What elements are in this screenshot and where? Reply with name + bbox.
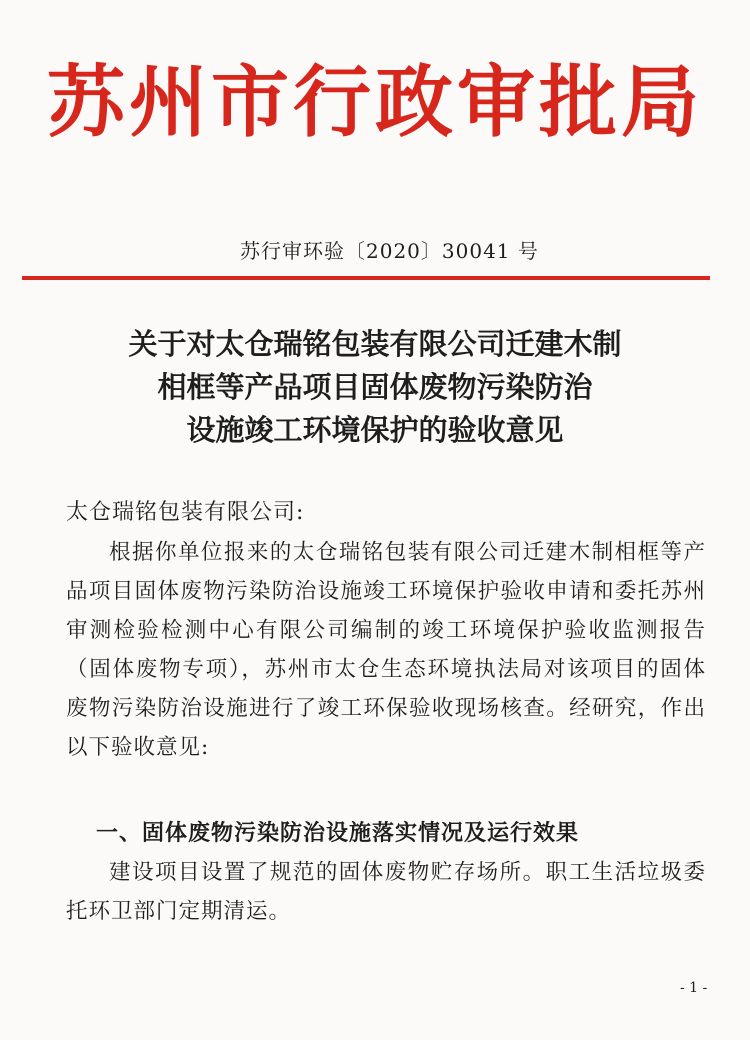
- document-number: 苏行审环验〔2020〕30041 号: [240, 239, 539, 263]
- page-number: - 1 -: [680, 980, 708, 996]
- title-line-2: 相框等产品项目固体废物污染防治: [157, 370, 593, 404]
- section-text-1: [66, 853, 706, 931]
- body-text: [66, 533, 706, 767]
- section-heading-1: 一、固体废物污染防治设施落实情况及运行效果: [96, 820, 580, 846]
- section-paragraph-1: 建设项目设置了规范的固体废物贮存场所。职工生活垃圾委托环卫部门定期清运。: [66, 860, 706, 924]
- addressee: 太仓瑞铭包装有限公司:: [66, 500, 305, 525]
- red-separator-line: [22, 276, 710, 280]
- body-paragraph: 根据你单位报来的太仓瑞铭包装有限公司迁建木制相框等产品项目固体废物污染防治设施竣工环境保护验收申请和委托苏州审测检验检测中心有限公司编制的竣工环境保护验收监测报告（固体废物专项），苏州市太仓生态环境执法局对该项目的固体废物污染防治设施进行了竣工环保验收现场核查。经研究，作出以下验收意见:: [66, 540, 706, 760]
- title-line-3: 设施竣工环境保护的验收意见: [186, 413, 564, 447]
- issuing-authority-header: 苏州市行政审批局: [46, 57, 703, 148]
- document-title: [0, 323, 750, 452]
- title-line-1: 关于对太仓瑞铭包装有限公司迁建木制: [128, 327, 622, 361]
